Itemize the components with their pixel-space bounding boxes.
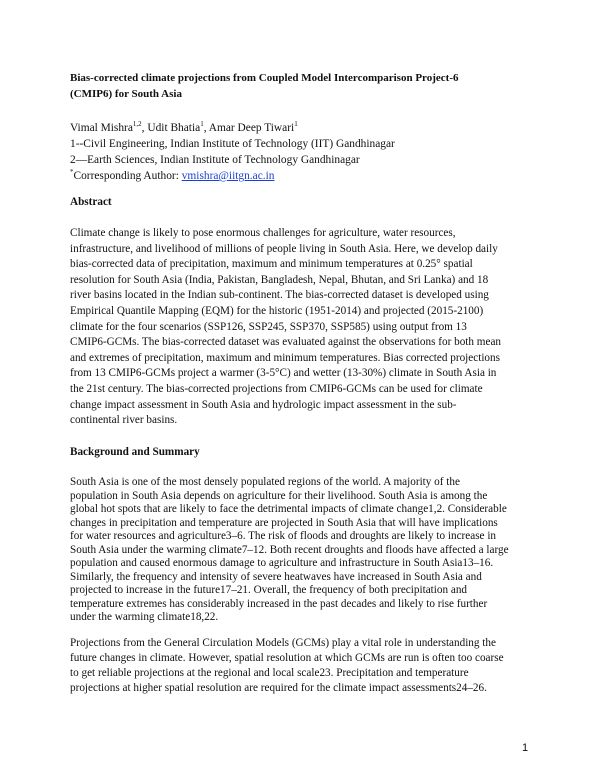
- background-line: South Asia is one of the most densely populated regions of the world. A majority of the: [70, 476, 460, 488]
- background-line: projected to increase in the future17–21. Overall, the frequency of both precipitation and: [70, 584, 468, 596]
- abstract-paragraph: [70, 226, 530, 429]
- background-line: population and caused enormous damage to agriculture and infrastructure in South Asia13–16.: [70, 557, 494, 569]
- background-line: changes in precipitation and temperature are projected in South Asia that will have implications: [70, 516, 498, 529]
- corresponding-label: Corresponding Author:: [73, 170, 182, 182]
- abstract-line: Climate change is likely to pose enormous challenges for agriculture, water resources,: [70, 227, 456, 239]
- author-names: [70, 120, 540, 136]
- background-line: projections at higher spatial resolution are required for the climate impact assessments24–26.: [70, 682, 487, 694]
- abstract-line: continental river basins.: [70, 414, 178, 427]
- paper-title: [70, 70, 540, 102]
- background-paragraph-2: [70, 636, 530, 696]
- author-name: , Udit Bhatia: [141, 122, 201, 134]
- abstract-line: change impact assessment in South Asia and hydrologic impact assessment in the sub-: [70, 398, 457, 411]
- affiliation-marker: 1: [294, 120, 298, 129]
- abstract-line: Empirical Quantile Mapping (EQM) for the historic (1951-2014) and projected (2015-2100): [70, 304, 484, 317]
- abstract-line: and extremes of precipitation, maximum and minimum temperatures. Bias corrected projections: [70, 351, 500, 364]
- background-line: global hot spots that are likely to face the detrimental impacts of climate change1,2. Considerable: [70, 503, 507, 515]
- background-line: population in South Asia depends on agriculture for their livelihood. South Asia is among the: [70, 489, 488, 502]
- author-name: , Amar Deep Tiwari: [203, 122, 295, 134]
- background-paragraph-1: [70, 476, 530, 625]
- title-line: Bias-corrected climate projections from Coupled Model Intercomparison Project-6: [70, 72, 459, 84]
- abstract-heading: Abstract: [70, 196, 112, 208]
- abstract-line: from 13 CMIP6-GCMs project a warmer (3-5°C) and wetter (13-30%) climate in South Asia in: [70, 367, 497, 380]
- background-line: to get reliable projections at the regional and local scale23. Precipitation and temperature: [70, 667, 469, 679]
- email-link[interactable]: vmishra@iitgn.ac.in: [181, 170, 275, 182]
- abstract-line: resolution for South Asia (India, Pakistan, Bangladesh, Nepal, Bhutan, and Sri Lanka) and 18: [70, 273, 489, 286]
- abstract-line: the 21st century. The bias-corrected projections from CMIP6-GCMs can be used for climate: [70, 382, 483, 395]
- affiliation-marker: 1,2: [132, 120, 142, 129]
- corresponding-author: [70, 168, 540, 184]
- abstract-line: river basins located in the Indian sub-continent. The bias-corrected dataset is developed using: [70, 289, 489, 302]
- background-line: under the warming climate18,22.: [70, 611, 219, 623]
- background-heading: Background and Summary: [70, 446, 200, 458]
- title-line: (CMIP6) for South Asia: [70, 88, 182, 100]
- author-block: [70, 120, 540, 184]
- abstract-line: climate for the four scenarios (SSP126, SSP245, SSP370, SSP585) using output from 13: [70, 320, 467, 333]
- abstract-line: bias-corrected data of precipitation, maximum and minimum temperatures at 0.25° spatial: [70, 258, 473, 271]
- affiliation-2: 2—Earth Sciences, Indian Institute of Technology Gandhinagar: [70, 154, 360, 166]
- page-number: 1: [522, 742, 529, 754]
- abstract-line: infrastructure, and livelihood of millions of people living in South Asia. Here, we develop daily: [70, 242, 498, 255]
- background-line: for water resources and agriculture3–6. The risk of floods and droughts are likely to increase in: [70, 530, 497, 542]
- author-name: Vimal Mishra: [70, 122, 133, 134]
- abstract-line: CMIP6-GCMs. The bias-corrected dataset was evaluated against the observations for both mean: [70, 336, 502, 349]
- affiliation-marker: 1: [200, 120, 204, 129]
- background-line: temperature extremes has considerably increased in the past decades and likely to rise further: [70, 597, 488, 610]
- background-line: South Asia under the warming climate7–12. Both recent droughts and floods have affected a large: [70, 543, 509, 556]
- background-line: Projections from the General Circulation Models (GCMs) play a vital role in understanding the: [70, 637, 496, 649]
- background-line: Similarly, the frequency and intensity of severe heatwaves have increased in South Asia and: [70, 570, 482, 583]
- corresponding-marker: *: [70, 168, 74, 177]
- background-line: future changes in climate. However, spatial resolution at which GCMs are run is often too coarse: [70, 652, 504, 664]
- affiliation-1: 1--Civil Engineering, Indian Institute of Technology (IIT) Gandhinagar: [70, 138, 395, 150]
